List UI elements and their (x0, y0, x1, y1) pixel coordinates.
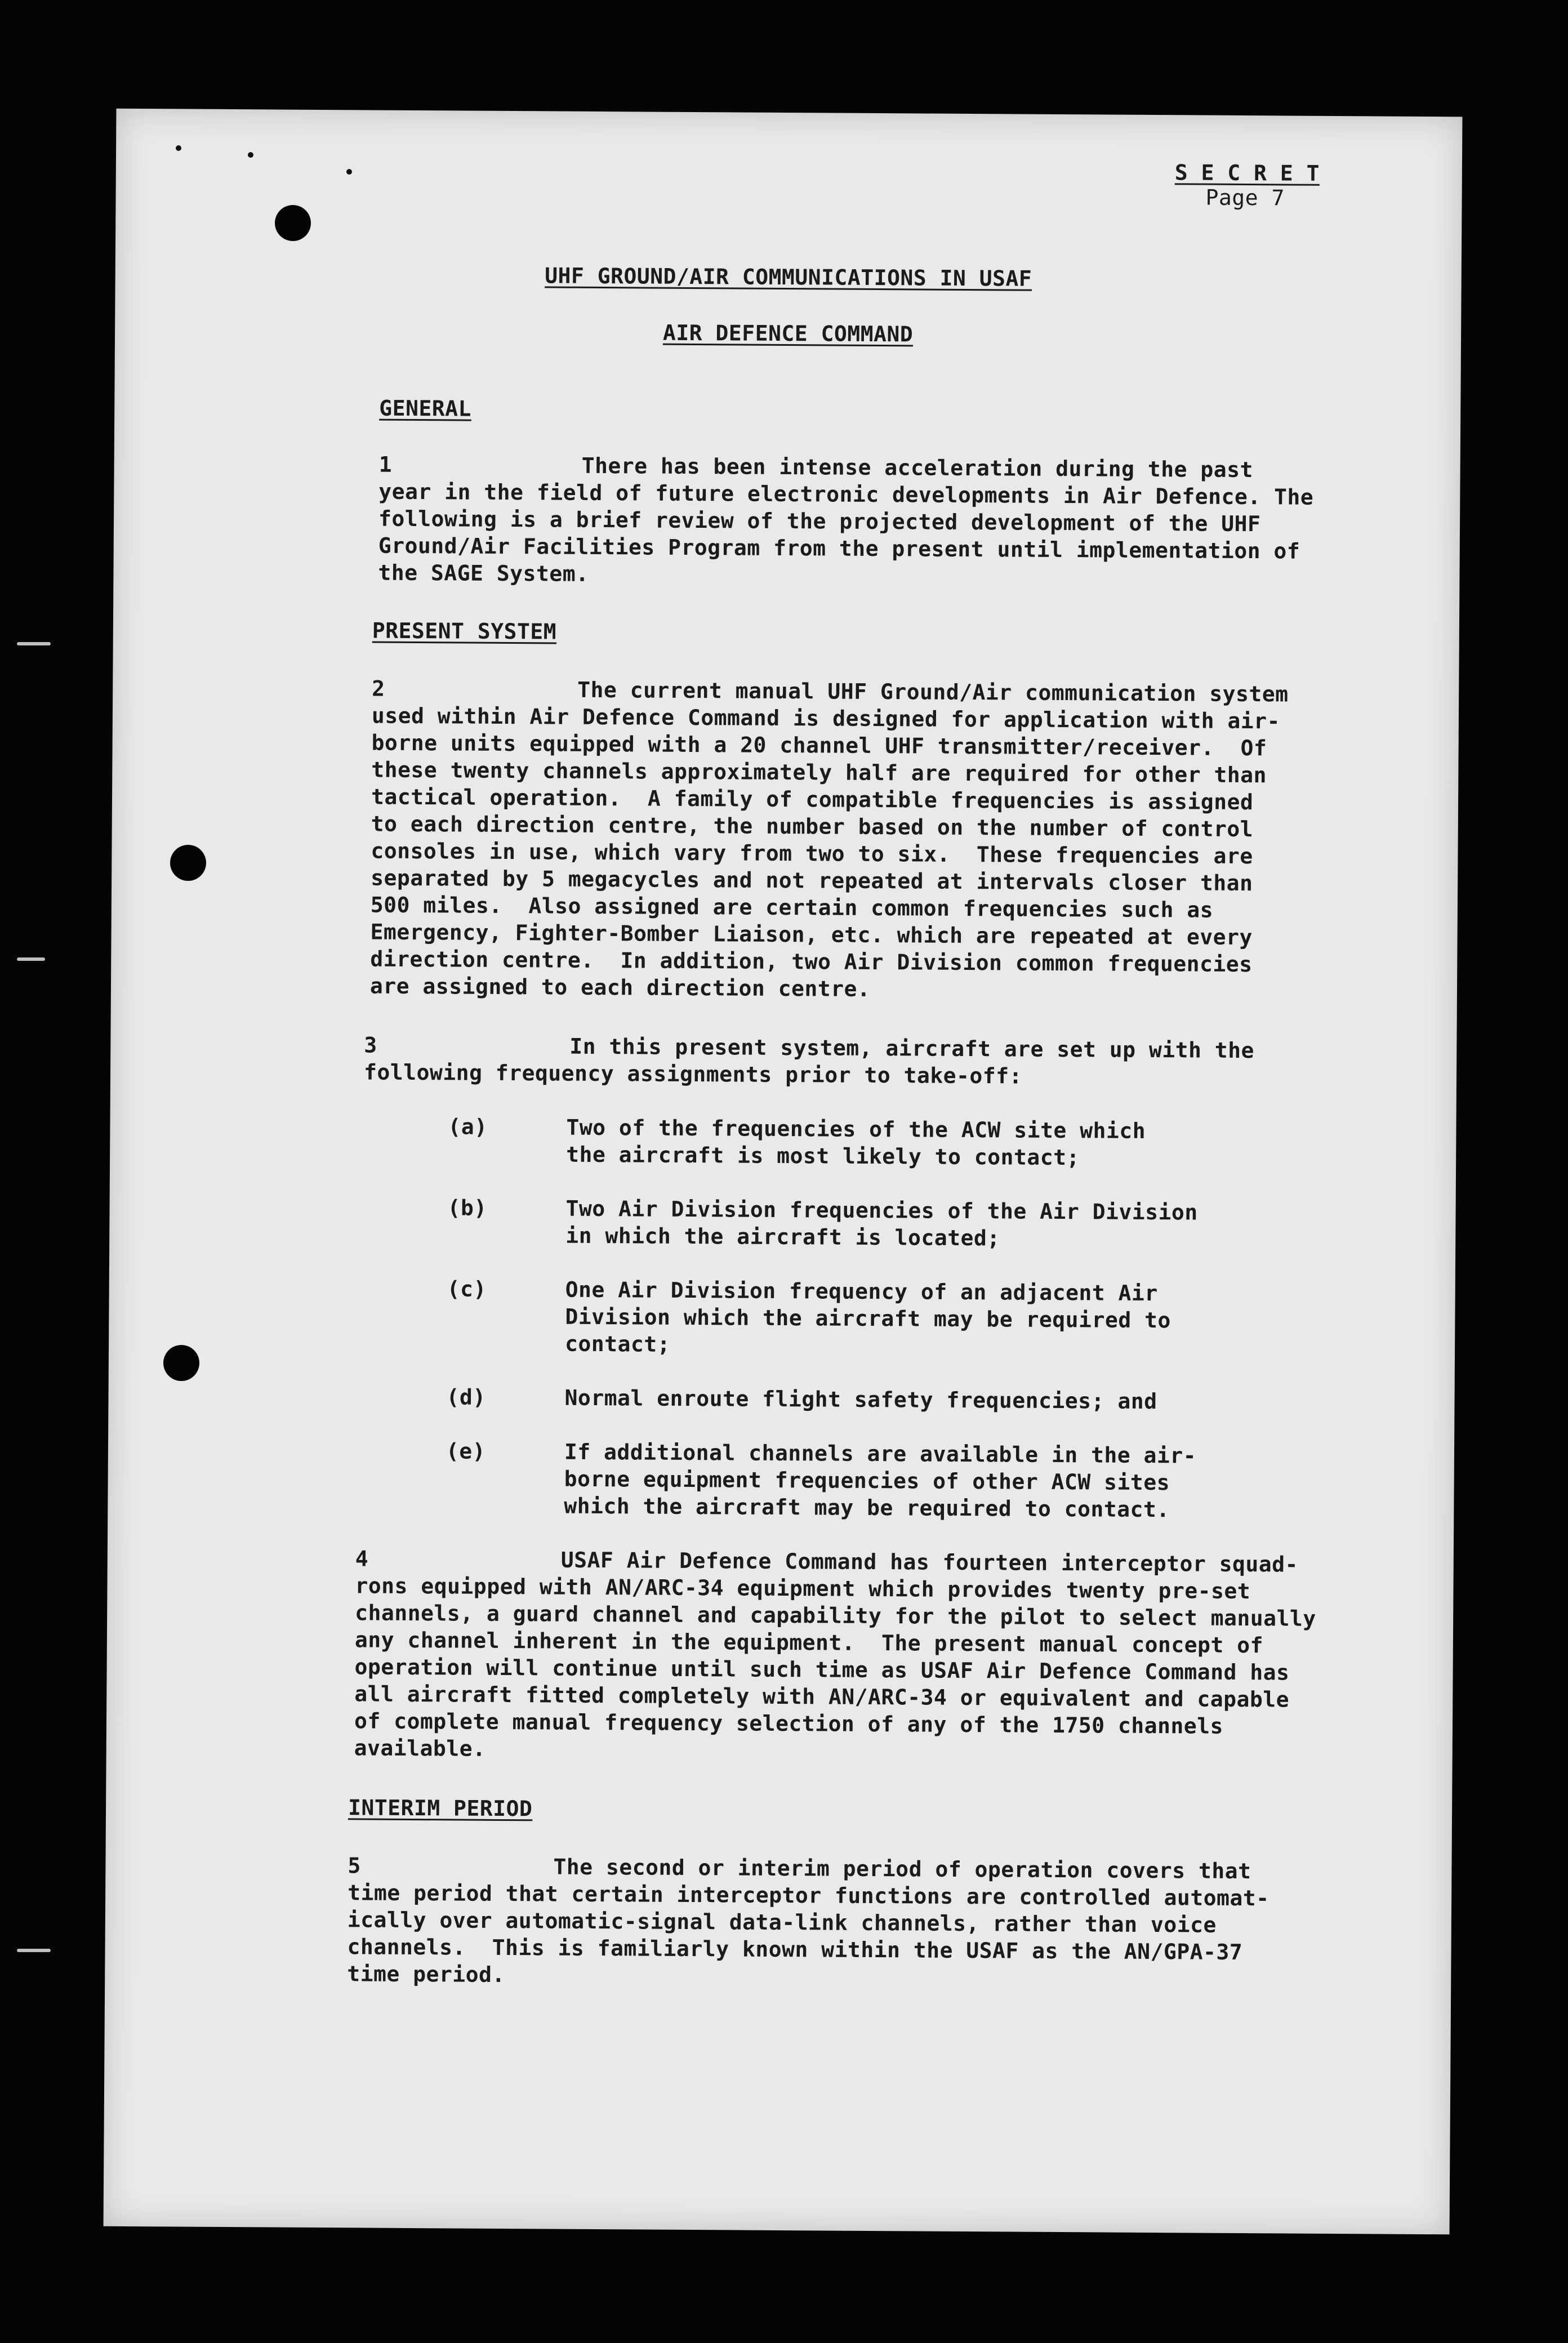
paragraph-2-line: to each direction centre, the number based on the number of control (371, 811, 1254, 842)
paragraph-2-line: these twenty channels approximately half are required for other than (371, 757, 1267, 788)
paragraph-4-line: all aircraft fitted completely with AN/ARC-34 or equivalent and capable (354, 1681, 1290, 1712)
paragraph-number: 1 (378, 452, 393, 477)
paragraph-1-line: the SAGE System. (378, 560, 589, 586)
list-item-line: borne equipment frequencies of other ACW sites (564, 1466, 1170, 1495)
list-item-line: the aircraft is most likely to contact; (566, 1142, 1080, 1170)
list-item-label: (d) (446, 1384, 486, 1410)
punch-hole-middle (170, 845, 206, 881)
speck (346, 169, 352, 175)
paragraph-4-line: USAF Air Defence Command has fourteen interceptor squad- (560, 1547, 1299, 1577)
paragraph-5-line: time period that certain interceptor functions are controlled automat- (348, 1880, 1269, 1911)
classification-mark: S E C R E T (1174, 160, 1320, 186)
punch-hole-bottom (163, 1345, 199, 1381)
paragraph-2-line: Emergency, Fighter-Bomber Liaison, etc. which are repeated at every (370, 919, 1253, 950)
paragraph-1-line: There has been intense acceleration during the past (581, 453, 1254, 483)
paragraph-2-line: separated by 5 megacycles and not repeated at intervals closer than (371, 865, 1253, 896)
paragraph-1-line: following is a brief review of the projected development of the UHF (378, 506, 1261, 537)
paragraph-number: 3 (364, 1032, 377, 1058)
speck (176, 145, 181, 151)
paragraph-1-line: Ground/Air Facilities Program from the present until implementation of (378, 533, 1300, 564)
list-item-label: (c) (447, 1276, 487, 1302)
paragraph-number: 2 (372, 676, 385, 701)
paragraph-5-line: The second or interim period of operation covers that (553, 1854, 1251, 1884)
section-heading-interim-period: INTERIM PERIOD (348, 1795, 533, 1821)
list-item-line: in which the aircraft is located; (565, 1223, 1000, 1251)
paragraph-4-line: operation will continue until such time as USAF Air Defence Command has (354, 1654, 1290, 1685)
film-edge-mark (17, 1949, 51, 1952)
document-subtitle: AIR DEFENCE COMMAND (662, 320, 914, 347)
paragraph-4-line: channels, a guard channel and capability for the pilot to select manually (355, 1600, 1316, 1631)
paragraph-3-line: following frequency assignments prior to take-off: (363, 1059, 1023, 1089)
list-item-label: (b) (447, 1195, 487, 1221)
list-item-line: Division which the aircraft may be required to (565, 1304, 1171, 1333)
list-item-label: (e) (446, 1438, 486, 1464)
paragraph-5-line: ically over automatic-signal data-link channels, rather than voice (347, 1907, 1217, 1937)
speck (248, 152, 253, 158)
film-edge-mark (17, 957, 45, 961)
paragraph-number: 5 (348, 1853, 361, 1878)
punch-hole-top (275, 205, 311, 241)
paragraph-4-line: available. (354, 1735, 486, 1761)
list-item-line: Two of the frequencies of the ACW site which (566, 1115, 1146, 1143)
section-heading-present-system: PRESENT SYSTEM (372, 618, 557, 644)
paragraph-1-line: year in the field of future electronic developments in Air Defence. The (378, 479, 1314, 510)
document-title: UHF GROUND/AIR COMMUNICATIONS IN USAF (545, 263, 1032, 291)
paragraph-2-line: borne units equipped with a 20 channel UHF transmitter/receiver. Of (371, 730, 1267, 761)
paragraph-2-line: used within Air Defence Command is designed for application with air- (371, 703, 1281, 734)
list-item-line: Two Air Division frequencies of the Air Division (565, 1196, 1198, 1225)
paragraph-number: 4 (355, 1546, 369, 1571)
list-item-line: Normal enroute flight safety frequencies; and (564, 1385, 1157, 1414)
paragraph-5-line: time period. (347, 1961, 505, 1988)
paragraph-2-line: consoles in use, which vary from two to six. These frequencies are (371, 838, 1253, 869)
paragraph-4-line: any channel inherent in the equipment. The present manual concept of (354, 1627, 1264, 1658)
paragraph-2-line: The current manual UHF Ground/Air communication system (577, 677, 1289, 707)
list-item-label: (a) (448, 1114, 488, 1139)
document-page (104, 109, 1463, 2235)
page-number: Page 7 (1205, 185, 1285, 211)
section-heading-general: GENERAL (379, 395, 472, 421)
paragraph-2-line: tactical operation. A family of compatible frequencies is assigned (371, 784, 1254, 815)
list-item-line: which the aircraft may be required to contact. (564, 1493, 1170, 1522)
paragraph-2-line: are assigned to each direction centre. (369, 973, 871, 1001)
paragraph-2-line: 500 miles. Also assigned are certain common frequencies such as (370, 892, 1214, 923)
paragraph-5-line: channels. This is familiarly known within the USAF as the AN/GPA-37 (347, 1934, 1243, 1965)
list-item-line: If additional channels are available in the air- (564, 1439, 1197, 1468)
paragraph-3-line: In this present system, aircraft are set up with the (569, 1034, 1255, 1063)
film-edge-mark (17, 642, 51, 645)
paragraph-2-line: direction centre. In addition, two Air Division common frequencies (370, 946, 1253, 977)
paragraph-4-line: of complete manual frequency selection of any of the 1750 channels (354, 1708, 1224, 1739)
list-item-line: One Air Division frequency of an adjacent Air (565, 1277, 1158, 1306)
paragraph-4-line: rons equipped with AN/ARC-34 equipment which provides twenty pre-set (355, 1573, 1251, 1604)
list-item-line: contact; (564, 1331, 671, 1357)
